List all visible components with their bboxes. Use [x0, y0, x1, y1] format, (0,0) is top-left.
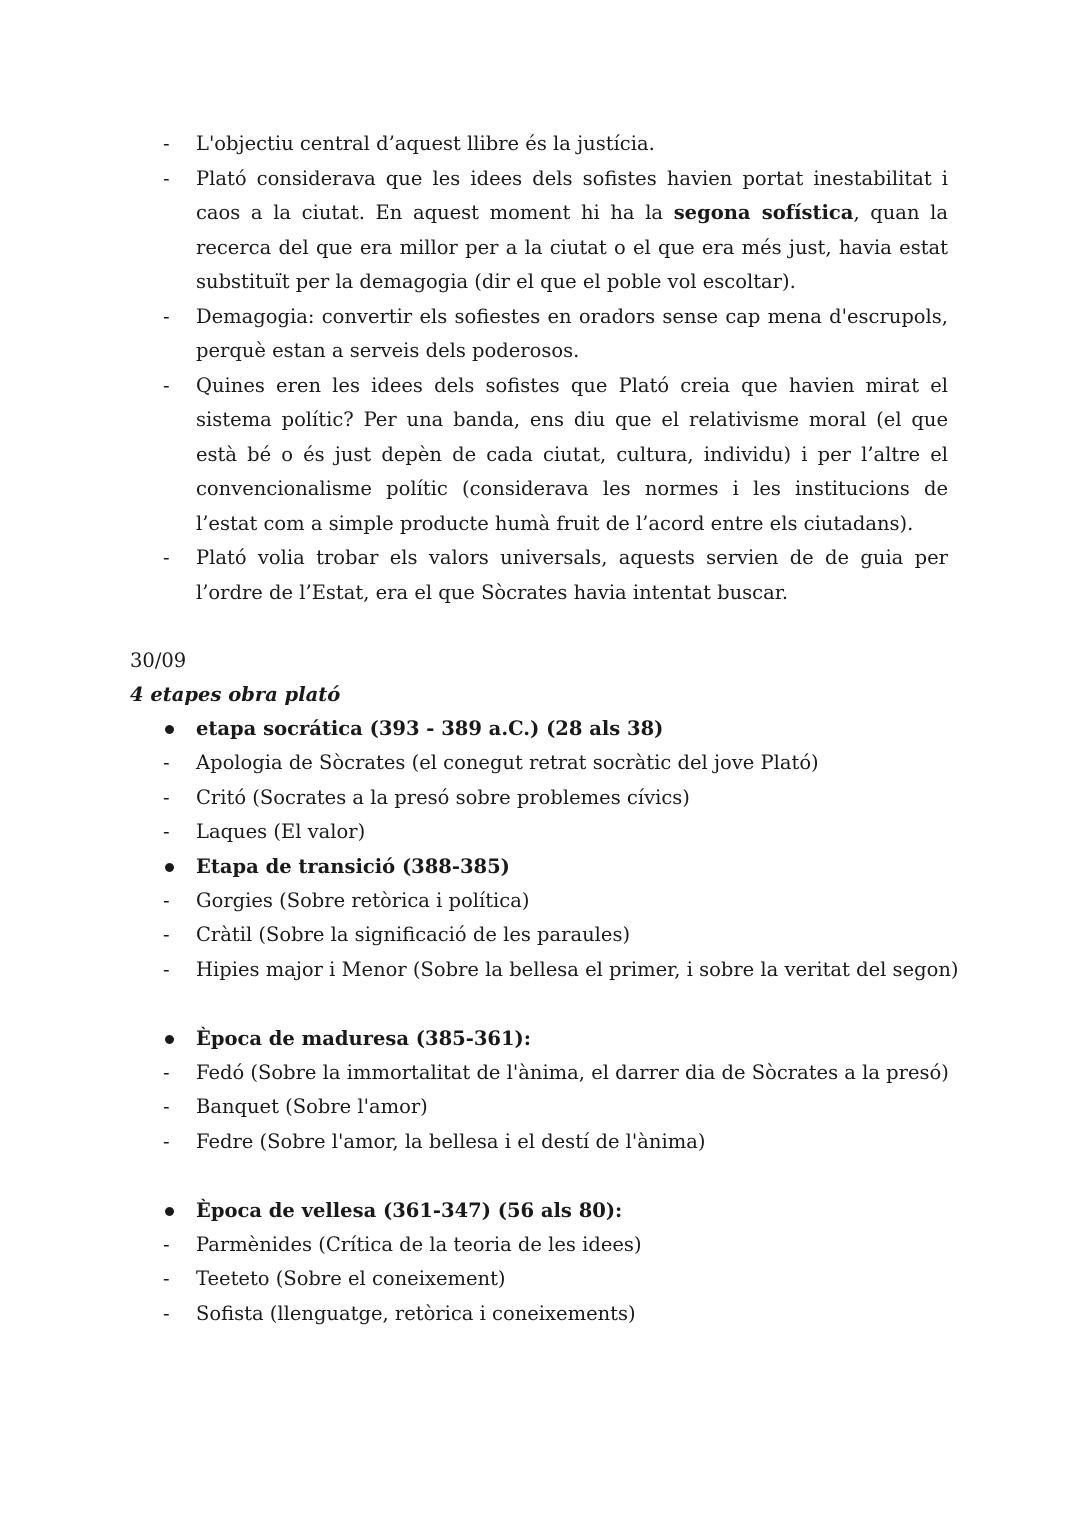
list-item	[130, 162, 948, 300]
spacer	[130, 1159, 948, 1193]
dash-marker: -	[163, 1095, 170, 1119]
section-title: 4 etapes obra plató	[130, 683, 341, 706]
work-item	[130, 1228, 948, 1262]
work-item	[130, 1297, 948, 1331]
work-item	[130, 918, 948, 952]
item-text: Demagogia: convertir els sofiestes en oradors sense cap mena d'escrupols, perquè estan a serveis dels poderosos.	[196, 304, 948, 362]
work-text: Cràtil (Sobre la significació de les paraules)	[196, 923, 631, 947]
work-text: Hipies major i Menor (Sobre la bellesa el primer, i sobre la veritat del segon)	[196, 957, 959, 981]
stage-title: Època de maduresa (385-361):	[196, 1026, 531, 1050]
work-item	[130, 781, 948, 815]
work-item	[130, 1056, 948, 1090]
item-text: Plató considerava que les idees dels sofistes havien portat inestabilitat i caos a la ciutat. En aquest moment hi ha la	[196, 166, 948, 224]
dash-marker: -	[163, 1301, 170, 1325]
dash-marker: -	[163, 166, 170, 190]
item-text: , quan la recerca del que era millor per a la ciutat o el que era més just, havia estat substituït per la demagogia (dir el que el poble vol escoltar).	[196, 201, 948, 293]
bullet-icon	[165, 1207, 174, 1216]
dash-marker: -	[163, 751, 170, 775]
item-text: Plató volia trobar els valors universals, aquests servien de de guia per l’ordre de l’Estat, era el que Sòcrates havia intentat buscar.	[196, 546, 948, 604]
list-item	[130, 369, 948, 542]
stage-title: etapa socrática (393 - 389 a.C.) (28 als 38)	[196, 717, 664, 740]
stage-title: Etapa de transició (388-385)	[196, 854, 510, 878]
list-item	[130, 127, 948, 162]
item-text: Quines eren les idees dels sofistes que Plató creia que havien mirat el sistema polític? Per una banda, ens diu que el relativisme moral (el que està bé o és just depèn de cada ciutat, cultura, individu) i per l’altre el convencionalisme polític (considerava les normes i les institucions de l’estat com a simple producte humà fruit de l’acord entre els ciutadans).	[196, 373, 948, 535]
dash-marker: -	[163, 957, 170, 981]
work-item	[130, 1262, 948, 1296]
dash-marker: -	[163, 304, 170, 328]
dash-marker: -	[163, 373, 170, 397]
work-text: Gorgies (Sobre retòrica i política)	[196, 889, 530, 913]
work-text: Parmènides (Crítica de la teoria de les idees)	[196, 1233, 642, 1257]
work-item	[130, 1090, 948, 1124]
bullet-icon	[165, 863, 174, 872]
dash-marker: -	[163, 132, 170, 155]
dash-marker: -	[163, 1267, 170, 1291]
bullet-icon	[165, 725, 174, 734]
intro-list	[130, 127, 948, 610]
dash-marker: -	[163, 546, 170, 569]
dash-marker: -	[163, 820, 170, 844]
work-item	[130, 815, 948, 849]
spacer	[130, 987, 948, 1021]
note-date: 30/09	[130, 649, 187, 672]
bold-term: segona sofística	[673, 201, 854, 224]
list-item	[130, 541, 948, 610]
stage-heading	[130, 850, 948, 884]
bullet-icon	[165, 1035, 174, 1044]
work-text: Banquet (Sobre l'amor)	[196, 1095, 428, 1119]
work-item	[130, 1125, 948, 1159]
work-text: Critó (Socrates a la presó sobre problemes cívics)	[196, 785, 690, 809]
work-text: Fedre (Sobre l'amor, la bellesa i el destí de l'ànima)	[196, 1129, 706, 1153]
work-item	[130, 884, 948, 918]
dash-marker: -	[163, 1129, 170, 1153]
item-text: L'objectiu central d’aquest llibre és la justícia.	[196, 132, 655, 155]
work-text: Laques (El valor)	[196, 820, 366, 844]
work-text: Teeteto (Sobre el coneixement)	[196, 1267, 506, 1291]
work-text: Apologia de Sòcrates (el conegut retrat socràtic del jove Plató)	[196, 751, 819, 775]
stages-list	[130, 712, 959, 1331]
stage-title: Època de vellesa (361-347) (56 als 80):	[196, 1198, 623, 1222]
stage-heading	[130, 712, 948, 746]
work-item	[130, 746, 948, 780]
dash-marker: -	[163, 1233, 170, 1257]
stage-heading	[130, 1194, 948, 1228]
work-text: Sofista (llenguatge, retòrica i coneixements)	[196, 1301, 636, 1325]
work-text: Fedó (Sobre la immortalitat de l'ànima, el darrer dia de Sòcrates a la presó)	[196, 1061, 949, 1085]
list-item	[130, 300, 948, 369]
dash-marker: -	[163, 1061, 170, 1085]
dash-marker: -	[163, 889, 170, 913]
work-item	[130, 953, 959, 987]
dash-marker: -	[163, 785, 170, 809]
dash-marker: -	[163, 923, 170, 947]
stage-heading	[130, 1022, 948, 1056]
